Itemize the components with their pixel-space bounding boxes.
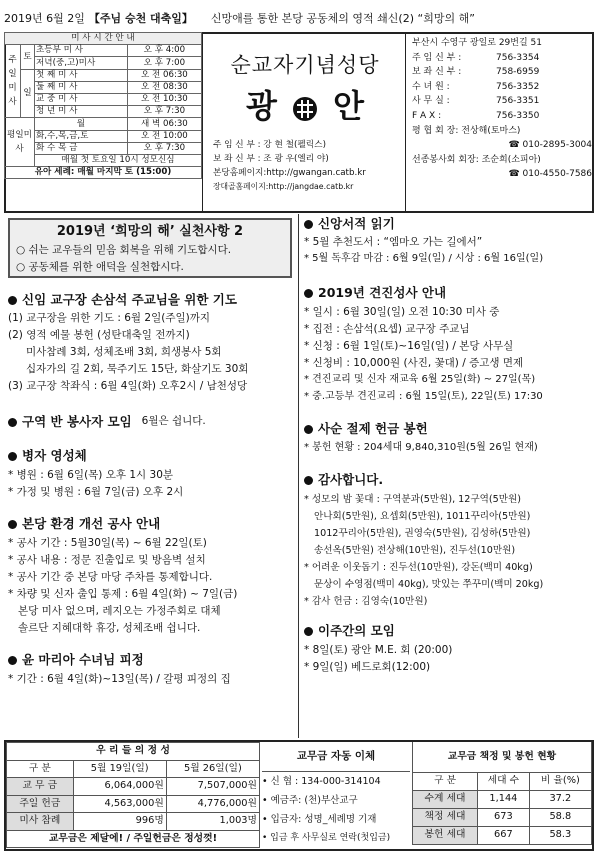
confirm-title: 2019년 견진성사 안내: [318, 285, 447, 301]
rate-cell: 673: [478, 808, 530, 826]
offering-title: 우 리 들 의 정 성: [7, 743, 260, 761]
schedule-title: 미 사 시 간 안 내: [5, 33, 202, 45]
offering-header: 구 분: [7, 760, 74, 778]
offering-cell: 1,003명: [166, 813, 259, 831]
section-heading: [304, 214, 592, 234]
offering-cell: 4,563,000원: [73, 795, 166, 813]
assistant-line: 보 좌 신 부 : 조 광 우(엘리 야): [213, 154, 329, 164]
repair-line: * 차량 및 신자 출입 통제 : 6월 4일(화) ~ 7일(금): [8, 587, 238, 600]
offering-note: 교무금은 제달에! / 주일헌금은 정성껏!: [7, 830, 260, 848]
practice-box: [8, 218, 292, 278]
auto-transfer-title: 교무금 자동 이체: [262, 742, 410, 772]
schedule-row-time: 오 전 06:30: [127, 69, 201, 81]
column-divider: [298, 214, 299, 738]
retreat-line: * 기간 : 6월 4일(화)~13일(목) / 갈평 피정의 집: [8, 672, 231, 685]
church-block: [202, 32, 406, 213]
bullet-dot-icon: [8, 418, 17, 427]
section-heading: [8, 445, 296, 467]
prayer-line: 십자가의 길 2회, 묵주기도 15단, 화살기도 30회: [26, 362, 249, 375]
practice-item: ○ 쉬는 교우들의 믿음 회복을 위해 기도합시다.: [16, 244, 232, 256]
confirm-line: * 일시 : 6월 30일(일) 오전 10:30 미사 중: [304, 305, 500, 318]
header-date: 2019년 6월 2일: [4, 12, 85, 26]
bullet-dot-icon: [8, 452, 17, 461]
contact-row: [412, 109, 592, 124]
bullet-dot-icon: [304, 289, 313, 298]
schedule-row-name: 교 중 미 사: [35, 93, 128, 105]
books-line: * 5월 독후감 마감 : 6월 9일(일) / 시상 : 6월 16일(일): [304, 253, 544, 265]
offering-cell: 4,776,000원: [166, 795, 259, 813]
practice-title: 2019년 ‘희망의 해’ 실천사항 2: [56, 224, 244, 239]
thanks-line: * 성모의 밤 꽃대 : 구역분과(5만원), 12구역(5만원): [304, 493, 522, 505]
bullet-dot-icon: [304, 476, 313, 485]
practice-line: 쉬는 교우들의 믿음 회복을 위해 기도합시다.: [28, 244, 232, 256]
council-line: 평 협 회 장: 전상해(토마스): [412, 125, 521, 136]
bullet-dot-icon: [304, 627, 313, 636]
schedule-row-name: 매월 첫 토요일 10시 성모신심: [35, 154, 202, 166]
mass-schedule-table: [4, 32, 202, 179]
repair-line: * 공사 내용 : 정문 진출입로 및 방음벽 설치: [8, 553, 206, 566]
repair-line: 본당 미사 없으며, 레지오는 가정주회로 대체: [18, 604, 221, 617]
offering-row-label: 교 무 금: [7, 778, 74, 796]
confirm-line: * 중.고등부 견진교리 : 6월 15일(토), 22일(토) 17:30: [304, 391, 543, 403]
section-heading: [304, 282, 592, 304]
baptism-note: 유아 세례: 매월 마지막 토 (15:00): [5, 167, 202, 179]
schedule-row-time: 오 후 7:30: [127, 106, 201, 118]
auto-transfer-line: • 예금주: (천)부산교구: [262, 795, 358, 806]
contact-key: 수 녀 원 :: [412, 81, 450, 92]
meeting-line: * 8일(토) 광안 M.E. 회 (20:00): [304, 643, 453, 656]
sick-title: 병자 영성체: [22, 448, 87, 464]
contact-key: 사 무 실 :: [412, 96, 450, 107]
rate-cell: 37.2: [529, 790, 591, 808]
meeting-line: * 9일(일) 베드로회(12:00): [304, 660, 431, 673]
contact-row: [412, 65, 592, 80]
schedule-row-time: 오 후 7:30: [127, 142, 201, 154]
weekday-label: 평일미사: [5, 118, 35, 167]
church-emblem-icon: [292, 96, 318, 122]
schedule-row-time: 오 전 10:30: [127, 93, 201, 105]
church-name: 순교자기념성당: [230, 53, 380, 77]
district-title: 구역 반 봉사자 모임: [22, 414, 132, 430]
prayer-line: (3) 교구장 착좌식 : 6월 4일(화) 오후2시 / 남천성당: [8, 379, 248, 392]
thanks-line: 안나회(5만원), 요셉회(5만원), 1011꾸리아(5만원): [314, 510, 531, 522]
fund-title: 사순 절제 헌금 봉헌: [318, 421, 428, 437]
prayer-title: 신임 교구장 손삼석 주교님을 위한 기도: [22, 292, 237, 308]
offering-cell: 996명: [73, 813, 166, 831]
church-title-right: 안: [333, 87, 365, 125]
contact-block: [412, 36, 592, 182]
header-feast: 【주님 승천 대축일】: [88, 12, 193, 26]
offering-header: 5월 26일(일): [166, 760, 259, 778]
prayer-line: (2) 영적 예물 봉헌 (성탄대축일 전까지): [8, 328, 190, 341]
offering-table: [6, 742, 260, 848]
contact-value: 756-3350: [496, 110, 540, 121]
repair-line: * 공사 기간 : 5월30일(목) ~ 6월 22일(토): [8, 536, 207, 549]
offering-row-label: 미사 참례: [7, 813, 74, 831]
auto-transfer-block: [262, 742, 410, 848]
thanks-line: 송선옥(5만원) 전상해(10만원), 진두선(10만원): [314, 544, 516, 556]
church-title-left: 광: [245, 87, 277, 125]
sunday-label: 주일미사: [5, 45, 21, 118]
contact-value: 756-3351: [496, 96, 540, 107]
contact-value: 756-3354: [496, 52, 540, 63]
schedule-row-name: 월: [35, 118, 128, 130]
practice-line: 공동체를 위한 애덕을 실천합시다.: [28, 261, 184, 273]
section-heading: [304, 418, 592, 440]
district-note: 6월은 쉽니다.: [141, 415, 206, 428]
bullet-dot-icon: [8, 296, 17, 305]
contact-value: 756-3352: [496, 81, 540, 92]
repair-title: 본당 환경 개선 공사 안내: [22, 516, 161, 532]
schedule-row-name: 저녁(중,고)미사: [35, 57, 128, 69]
practice-item: ○ 공동체를 위한 애덕을 실천합시다.: [16, 261, 184, 273]
schedule-row-time: 오 후 7:00: [127, 57, 201, 69]
offering-header: 5월 19일(일): [73, 760, 166, 778]
sun-label: 일: [21, 69, 35, 118]
confirm-line: * 신청 : 6월 1일(토)~16일(일) / 본당 사무실: [304, 339, 514, 352]
contact-value: 758-6959: [496, 67, 540, 78]
auto-transfer-line: • 입금 후 사무실로 연락(첫입금): [262, 833, 391, 843]
auto-transfer-line: • 입금자: 성명_세례명 기재: [262, 814, 377, 825]
contact-key: F A X :: [412, 110, 442, 121]
confirm-line: * 견진교리 및 신자 재교육 6월 25일(화) ~ 27일(목): [304, 374, 536, 386]
bullet-dot-icon: [8, 520, 17, 529]
contact-row: [412, 80, 592, 95]
service-line: 선종봉사회 회장: 조순희(소피아): [412, 154, 541, 165]
schedule-row-name: 초등부 미 사: [35, 45, 128, 57]
section-heading: [304, 469, 592, 491]
section-heading: [8, 513, 296, 535]
header-bar: [4, 6, 594, 32]
rate-cell: 58.3: [529, 826, 591, 844]
schedule-row-name: 청 년 미 사: [35, 106, 128, 118]
bullet-dot-icon: [304, 220, 313, 229]
rate-header: 비 율(%): [529, 772, 591, 790]
offering-cell: 7,507,000원: [166, 778, 259, 796]
address-line: 부산시 수영구 광일로 29번길 51: [412, 38, 542, 48]
service-phone: ☎ 010-4550-7586: [508, 169, 592, 180]
left-column: [8, 290, 296, 688]
thanks-line: 문상이 수영점(백미 40kg), 맛있는 쭈꾸미(백미 20kg): [314, 578, 544, 590]
pastor-line: 주 임 신 부 : 강 현 철(펠릭스): [213, 140, 326, 150]
schedule-row-name: 첫 째 미 사: [35, 69, 128, 81]
thanks-line: * 감사 헌금 : 김영숙(10만원): [304, 595, 428, 607]
section-heading: [8, 649, 296, 671]
schedule-row-time: 오 전 08:30: [127, 81, 201, 93]
schedule-row-name: 화 수 목 금: [35, 142, 128, 154]
sick-line: * 가정 및 병원 : 6월 7일(금) 오후 2시: [8, 485, 184, 498]
books-line: * 5월 추천도서 : “엠마오 가는 길에서”: [304, 235, 483, 248]
header-theme: 신망애를 통한 본당 공동체의 영적 쇄신(2) “희망의 해”: [210, 12, 475, 26]
meeting-title: 이주간의 모임: [318, 623, 395, 639]
retreat-title: 윤 마리아 수녀님 피정: [22, 652, 144, 668]
thanks-line: * 어려운 이웃돕기 : 진두선(10만원), 강돈(백미 40kg): [304, 561, 533, 573]
confirm-line: * 신청비 : 10,000원 (사진, 꽃대) / 증고생 면제: [304, 356, 524, 369]
contact-key: 보 좌 신 부 :: [412, 67, 462, 78]
thanks-title: 감사합니다.: [318, 472, 384, 488]
prayer-line: (1) 교구장을 위한 기도 : 6월 2일(주일)까지: [8, 311, 210, 324]
rate-title: 교무금 책정 및 봉헌 현황: [413, 742, 592, 772]
right-column: [304, 214, 592, 676]
rate-row-label: 수계 세대: [413, 790, 478, 808]
repair-line: 솔르단 지혜대학 휴강, 성체조배 쉽니다.: [18, 621, 201, 634]
auto-transfer-line: • 신 협 : 134-000-314104: [262, 776, 381, 787]
rate-cell: 58.8: [529, 808, 591, 826]
offering-cell: 6,064,000원: [73, 778, 166, 796]
repair-line: * 공사 기간 중 본당 마당 주차를 통제합니다.: [8, 570, 213, 583]
books-title: 신앙서적 읽기: [318, 216, 395, 232]
rate-table: [412, 742, 592, 845]
contact-row: [412, 51, 592, 66]
church-info: [213, 138, 366, 194]
schedule-row-time: 오 전 10:00: [127, 130, 201, 142]
homepage-link[interactable]: 본당홈페이지:http://gwangan.catb.kr: [213, 168, 366, 178]
bullet-dot-icon: [304, 425, 313, 434]
contact-key: 주 임 신 부 :: [412, 52, 462, 63]
rate-cell: 1,144: [478, 790, 530, 808]
section-heading: [8, 411, 296, 433]
bullet-dot-icon: [8, 656, 17, 665]
section-heading: [304, 620, 592, 642]
schedule-row-time: 오 후 4:00: [127, 45, 201, 57]
rate-header: 세대 수: [478, 772, 530, 790]
rate-header: 구 분: [413, 772, 478, 790]
thanks-line: 1012꾸리아(5만원), 권영숙(5만원), 김성하(5만원): [314, 527, 531, 539]
fund-line: * 봉헌 현황 : 204세대 9,840,310원(5월 26일 현재): [304, 442, 538, 454]
contact-row: [412, 94, 592, 109]
rate-row-label: 봉헌 세대: [413, 826, 478, 844]
council-phone: ☎ 010-2895-3004: [508, 140, 592, 151]
schedule-row-name: 화,수,목,금,토: [35, 130, 128, 142]
church-title: [203, 86, 407, 126]
schedule-row-name: 둘 째 미 사: [35, 81, 128, 93]
offering-row-label: 주일 헌금: [7, 795, 74, 813]
prayer-line: 미사참례 3회, 성체조배 3회, 희생봉사 5회: [26, 345, 222, 358]
confirm-line: * 집전 : 손삼석(요셉) 교구장 주교님: [304, 322, 470, 335]
schedule-row-time: 새 벽 06:30: [127, 118, 201, 130]
section-heading: [8, 290, 296, 310]
sat-label: 토: [21, 45, 35, 69]
rate-row-label: 책정 세대: [413, 808, 478, 826]
rate-cell: 667: [478, 826, 530, 844]
jangdae-homepage-link[interactable]: 장대골홈페이지:http://jangdae.catb.kr: [213, 182, 354, 191]
sick-line: * 병원 : 6월 6일(목) 오후 1시 30분: [8, 468, 174, 481]
